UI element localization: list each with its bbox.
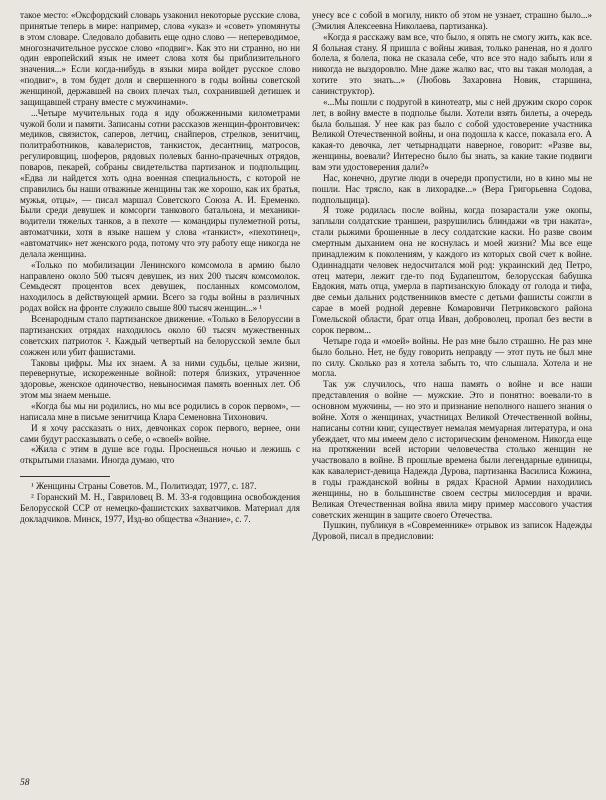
left-column xyxy=(20,10,300,542)
paragraph: «Когда бы мы ни родились, но мы все родились в сорок первом», — написала мне в письме зенитчица Клара Семеновна Тихонович. xyxy=(20,400,300,422)
paragraph: унесу все с собой в могилу, никто об этом не узнает, страшно было...» (Эмилия Алексеевна Николаева, партизанка). xyxy=(312,10,592,31)
text-columns xyxy=(20,10,592,542)
footnote-divider xyxy=(20,476,110,477)
paragraph: Так уж случилось, что наша память о войне и все наши представления о войне — мужские. Это и понятно: воевали-то в основном мужчины, — но это и признание неполного нашего знания о войне. Хотя о женщинах, участницах Великой Отечественной войны, написаны сотни книг, существует немалая мемуарная литература, и она убеждает, что мы имеем дело с историческим феноменом. Никогда еще на протяжении всей истории человечества столько женщин не участвовало в войне. В прошлые времена были легендарные единицы, как кавалерист-девица Надежда Дурова, партизанка Василиса Кожина, в годы гражданской войны в рядах Красной Армии находились женщины, но в большинстве своем сестры милосердия и врачи. Великая Отечественная война явила миру пример массового участия советских женщин в защите своего Отечества. xyxy=(312,379,592,520)
paragraph: Нас, конечно, другие люди в очереди пропустили, но в кино мы не пошли. Нас трясло, как в лихорадке...» (Вера Григорьевна Содова, подпольщица). xyxy=(312,172,592,205)
paragraph: И я хочу рассказать о них, девчонках сорок первого, вернее, они сами будут рассказывать о себе, о «своей» войне. xyxy=(20,422,300,444)
paragraph: Пушкин, публикуя в «Современнике» отрывок из записок Надежды Дуровой, писал в предисловии: xyxy=(312,520,592,542)
paragraph: Таковы цифры. Мы их знаем. А за ними судьбы, целые жизни, перевернутые, искореженные войной: потеря близких, утраченное здоровье, женское одиночество, невыносимая память военных лет. Об этом мы знаем меньше. xyxy=(20,357,300,401)
paragraph: такое место: «Оксфордский словарь узаконил некоторые русские слова, принятые теперь в мире: например, слова «указ» и «совет» упомянуты в этом словаре. Следовало добавить еще одно слово — непереводимое, многозначительное русское слово «подвиг». Как это ни странно, но ни один европейский язык не имеет слова хотя бы приблизительного значения...» Если когда-нибудь в языки мира войдет русское слово «подвиг», в том будет доля и свершенного в годы войны советской женщиной, державшей на своих плечах тыл, сохранившей детишек и защищавшей страну вместе с мужчинами». xyxy=(20,10,300,107)
paragraph: «Жила с этим в душе все годы. Проснешься ночью и лежишь с открытыми глазами. Иногда думаю, что xyxy=(20,444,300,466)
paragraph: Всенародным стало партизанское движение. «Только в Белоруссии в партизанских отрядах находилось около 60 тысяч мужественных советских патриоток ². Каждый четвертый на белорусской земле был сожжен или убит фашистами. xyxy=(20,314,300,357)
page-number: 58 xyxy=(20,778,30,788)
paragraph: ...Четыре мучительных года я иду обожженными километрами чужой боли и памяти. Записаны сотни рассказов женщин-фронтовичек: медиков, связисток, саперов, летчиц, снайперов, стрелков, зенитчиц, политработников, кавалеристов, танкисток, десантниц, матросов, регулировщиц, шоферов, рядовых полевых банно-прачечных отрядов, поваров, пекарей, собраны свидетельства партизанок и подпольщиц. «Едва ли найдется хоть одна военная специальность, с которой не справились бы наши отважные женщины так же хорошо, как их братья, мужья, отцы», — писал маршал Советского Союза А. И. Еременко. Были среди девушек и комсорги танкового батальона, и механики-водители тяжелых танков, а в пехоте — командиры пулеметной роты, автоматчики, хотя в языке нашем у слова «танкист», «пехотинец», «автоматчик» нет женского рода, потому что эту работу еще никогда не делала женщина. xyxy=(20,107,300,259)
paragraph: «Когда я расскажу вам все, что было, я опять не смогу жить, как все. Я больная стану. Я пришла с войны живая, только раненая, но я долго болела, я болела, пока не сказала себе, что все это надо забыть или я никогда не выздоровлю. Мне даже жалко вас, что вы такая молодая, а хотите это знать...» (Любовь Захаровна Новик, старшина, санинструктор). xyxy=(312,31,592,97)
paragraph: «...Мы пошли с подругой в кинотеатр, мы с ней дружим скоро сорок лет, в войну вместе в подполье были. Хотели взять билеты, а очередь была большая. У нее как раз было с собой удостоверение участника Великой Отечественной войны, и она подошла к кассе, показала его. А какая-то девочка, лет четырнадцати наверное, говорит: «Разве вы, женщины, воевали? Интересно было бы знать, за какие такие подвиги вам эти удостоверения дали?» xyxy=(312,96,592,173)
footnote: ² Горанский М. Н., Гавриловец В. М. 33-я годовщина освобождения Белорусской ССР от немецко-фашистских захватчиков. Материал для докладчиков. Минск, 1977, Изд-во общества «Знание», с. 7. xyxy=(20,491,300,524)
right-column xyxy=(312,10,592,542)
paragraph: Я тоже родилась после войны, когда позарастали уже окопы, заплыли солдатские траншеи, разрушились блиндажи «в три наката», стали рыжими брошенные в лесу солдатские каски. Но разве своим смертным дыханием она не коснулась и моей жизни? Мы все еще принадлежим к поколениям, у каждого из которых свой счет к войне. Одиннадцати человек недосчитался мой род: украинский дед Петро, отец матери, лежит где-то под Будапештом, белорусская бабушка Евдокия, мать отца, умерла в партизанскую блокаду от голода и тифа, две семьи дальних родственников вместе с детьми фашисты сожгли в сарае в моей родной деревне Комаровичи Петриковского района Гомельской области, брат отца Иван, доброволец, пропал без вести в сорок первом... xyxy=(312,205,592,335)
footnote: ¹ Женщины Страны Советов. М., Политиздат, 1977, с. 187. xyxy=(31,481,257,492)
paragraph: «Только по мобилизации Ленинского комсомола в армию было направлено около 500 тысяч девушек, из них 200 тысяч комсомолок. Семьдесят процентов всех девушек, посланных комсомолом, находилось в действующей армии. Всего за годы войны в различных родах войск на фронте служило свыше 800 тысяч женщин...» ¹ xyxy=(20,259,300,314)
paragraph: Четыре года и «моей» войны. Не раз мне было страшно. Не раз мне было больно. Нет, не буду говорить неправду — этот путь не был мне по силу. Сколько раз я хотела забыть то, что слышала. Хотела и не могла. xyxy=(312,335,592,379)
